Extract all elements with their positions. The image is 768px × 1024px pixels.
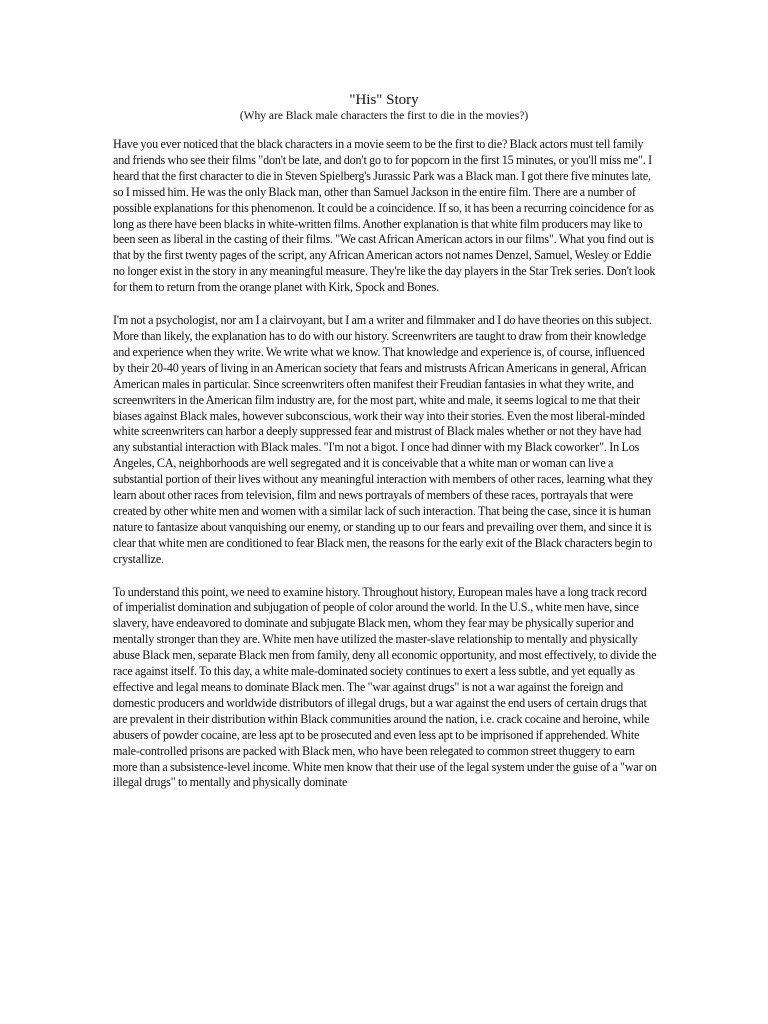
- document-title: "His" Story: [349, 92, 419, 108]
- document-body: [113, 137, 658, 808]
- paragraph: To understand this point, we need to examine history. Throughout history, European males have a long track record of imperialist domination and subjugation of people of color around the world. In the U.S., white men have, since slavery, have endeavored to dominate and subjugate Black men, whom they fear may be physically superior and mentally stronger than they are. White men have utilized the master-slave relationship to mentally and physically abuse Black men, separate Black men from family, deny all economic opportunity, and most effectively, to divide the race against itself. To this day, a white male-dominated society continues to exert a less subtle, and yet equally as effective and legal means to dominate Black men. The "war against drugs" is not a war against the foreign and domestic producers and worldwide distributors of illegal drugs, but a war against the end users of certain drugs that are prevalent in their distribution within Black communities around the nation, i.e. crack cocaine and heroine, while abusers of powder cocaine, are less apt to be prosecuted and even less apt to be imprisoned if apprehended. White male-controlled prisons are packed with Black men, who have been relegated to common street thuggery to earn more than a subsistence-level income. White men know that their use of the legal system under the guise of a "war on illegal drugs" to mentally and physically dominate: [113, 584, 657, 790]
- paragraph: Have you ever noticed that the black characters in a movie seem to be the first to die? Black actors must tell family and friends who see their films "don't be late, and don't go to for popcorn in the first 15 minutes, or you'll miss me". I heard that the first character to die in Steven Spielberg's Jurassic Park was a Black man. I got there five minutes late, so I missed him. He was the only Black man, other than Samuel Jackson in the entire film. There are a number of possible explanations for this phenomenon. It could be a coincidence. If so, it has been a recurring coincidence for as long as there have been blacks in white-written films. Another explanation is that white film producers may like to been seen as liberal in the casting of their films. "We cast African American actors in our films". What you find out is that by the first twenty pages of the script, any African American actors not names Denzel, Samuel, Wesley or Eddie no longer exist in the story in any meaningful measure. They're like the day players in the Star Trek series. Don't look for them to return from the orange planet with Kirk, Spock and Bones.: [113, 137, 656, 295]
- document-subtitle: (Why are Black male characters the first to die in the movies?): [239, 110, 529, 122]
- paragraph: I'm not a psychologist, nor am I a clairvoyant, but I am a writer and filmmaker and I do have theories on this subject. More than likely, the explanation has to do with our history. Screenwriters are taught to draw from their knowledge and experience when they write. We write what we know. That knowledge and experience is, of course, influenced by their 20-40 years of living in an American society that fears and mistrusts African Americans in general, African American males in particular. Since screenwriters often manifest their Freudian fantasies in what they write, and screenwriters in the American film industry are, for the most part, white and male, it seems logical to me that their biases against Black males, however subconscious, work their way into their stories. Even the most liberal-minded white screenwriters can harbor a deeply suppressed fear and mistrust of Black males whether or not they have had any substantial interaction with Black males. "I'm not a bigot. I once had dinner with my Black coworker". In Los Angeles, CA, neighborhoods are well segregated and it is conceivable that a white man or woman can live a substantial portion of their lives without any meaningful interaction with members of other races, learning what they learn about other races from television, film and news portrayals of members of these races, portrayals that were created by other white men and women with a similar lack of such interaction. That being the case, since it is human nature to fantasize about vanquishing our enemy, or standing up to our fears and prevailing over them, and since it is clear that white men are conditioned to fear Black men, the reasons for the early exit of the Black characters begin to crystallize.: [113, 313, 653, 566]
